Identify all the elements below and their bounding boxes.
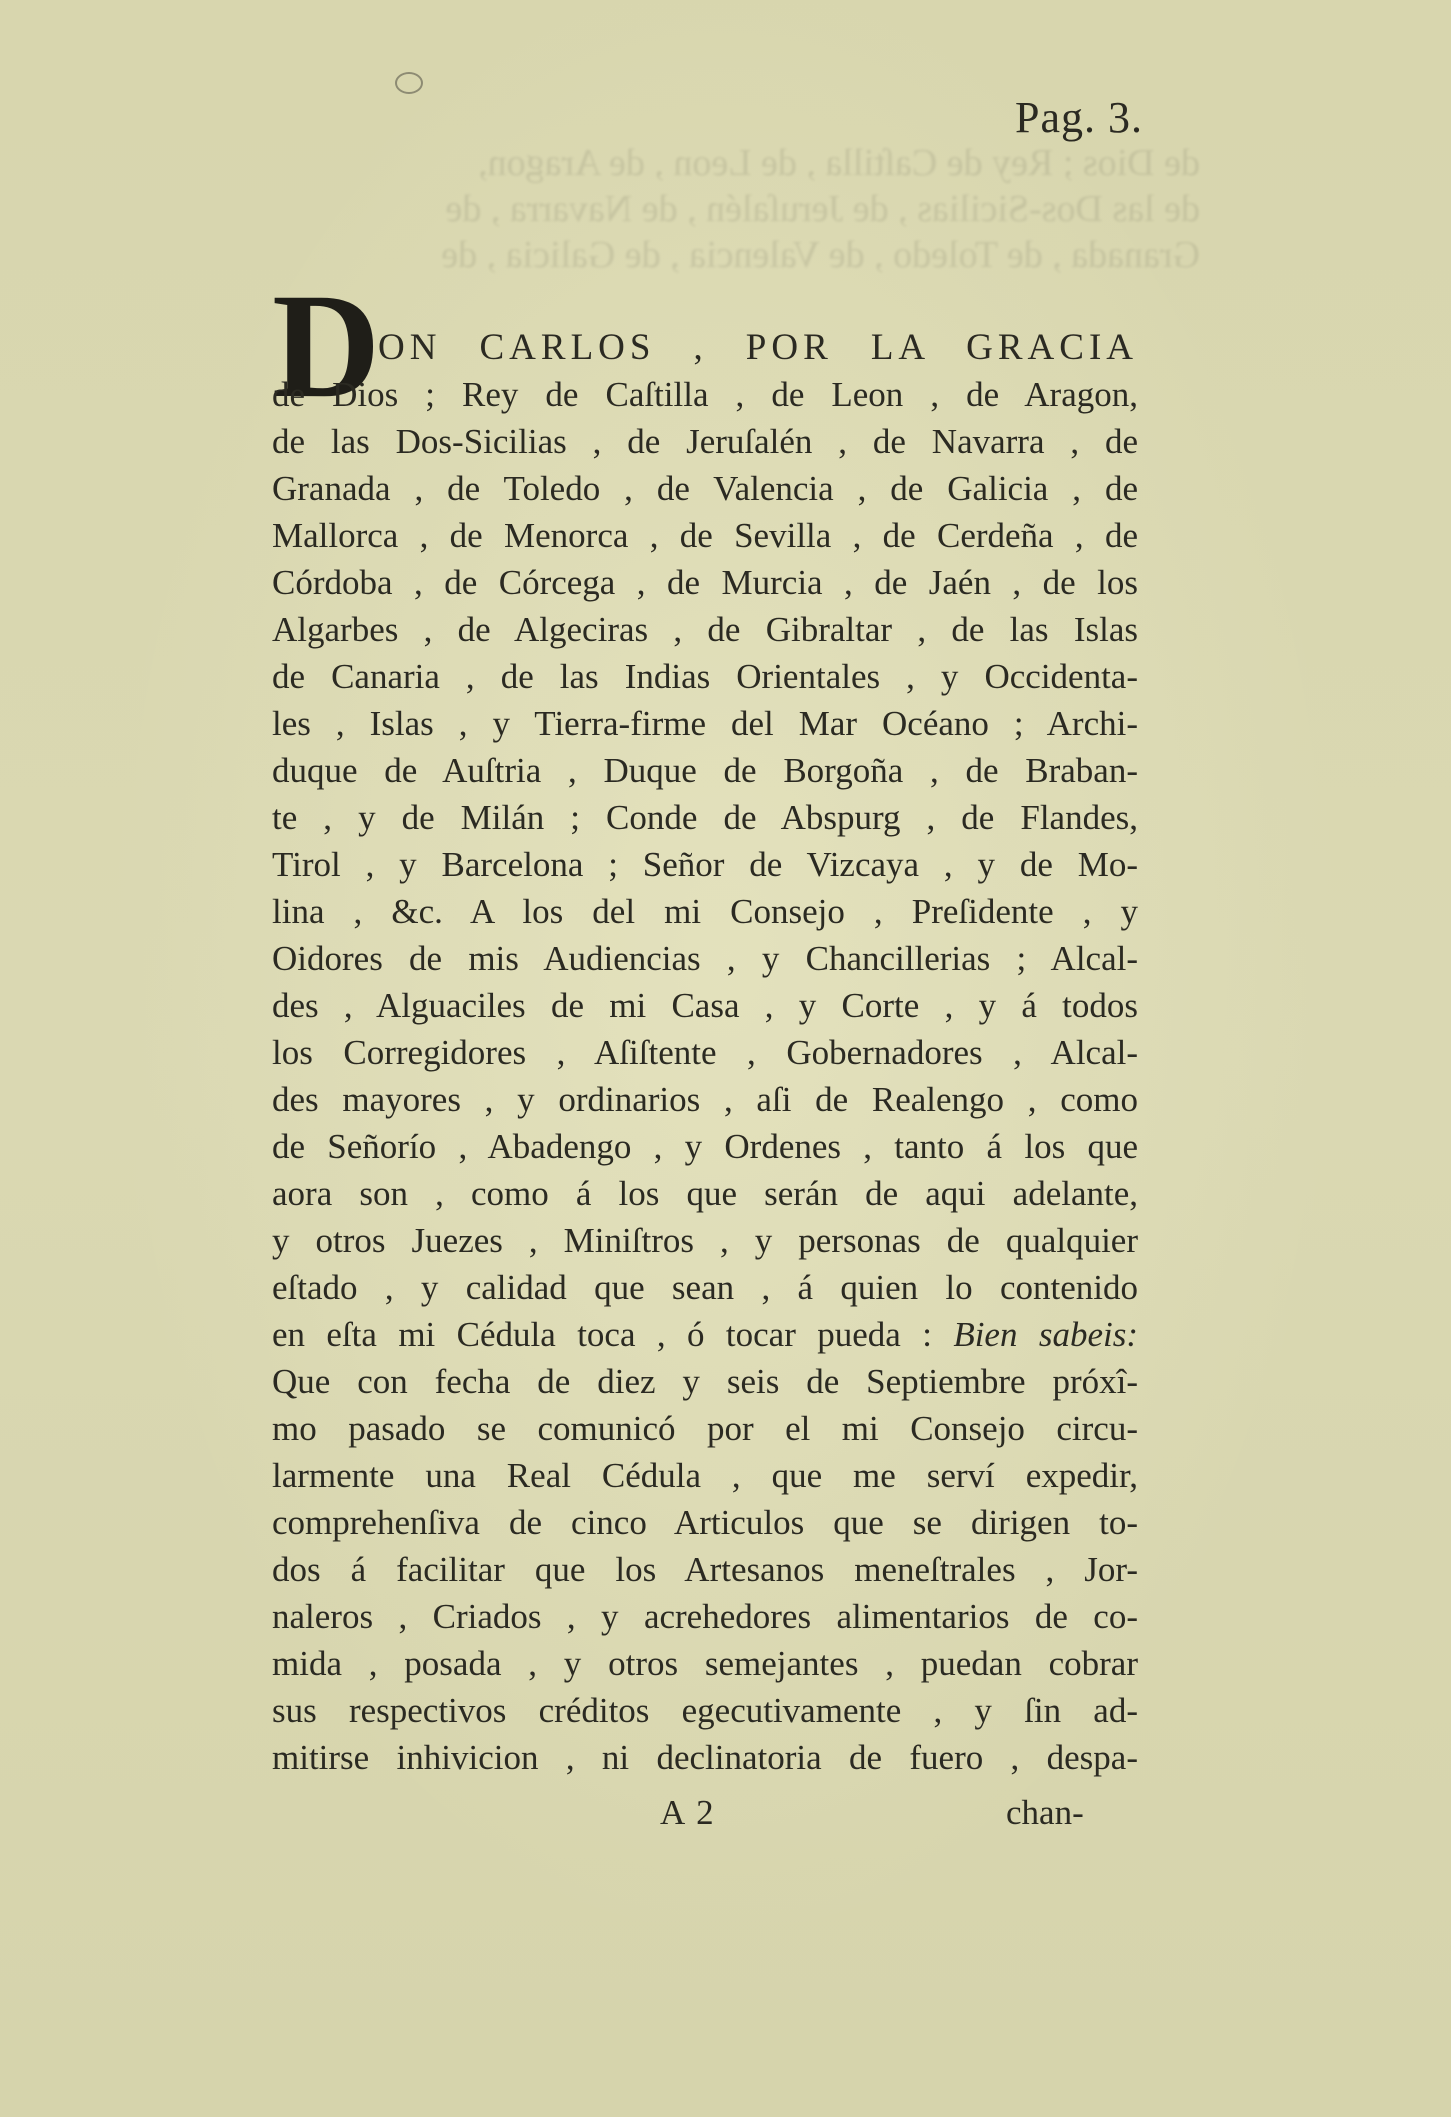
text-line: de las Dos-Sicilias , de Jeruſalén , de Navarra , de bbox=[272, 422, 1138, 461]
text-line: de Señorío , Abadengo , y Ordenes , tanto á los que bbox=[272, 1127, 1138, 1166]
text-line: comprehenſiva de cinco Articulos que se dirigen to- bbox=[272, 1503, 1138, 1542]
text-line: y otros Juezes , Miniſtros , y personas de qualquier bbox=[272, 1221, 1138, 1260]
text-line: des , Alguaciles de mi Casa , y Corte , y á todos bbox=[272, 986, 1138, 1025]
text-line: mitirse inhivicion , ni declinatoria de fuero , despa- bbox=[272, 1738, 1138, 1777]
text-line: lina , &c. A los del mi Consejo , Preſidente , y bbox=[272, 892, 1138, 931]
italic-phrase: Bien sabeis: bbox=[953, 1315, 1138, 1354]
text-line: dos á facilitar que los Artesanos meneſtrales , Jor- bbox=[272, 1550, 1138, 1589]
text-line: Algarbes , de Algeciras , de Gibraltar , de las Islas bbox=[272, 610, 1138, 649]
text-line: aora son , como á los que serán de aqui adelante, bbox=[272, 1174, 1138, 1213]
paper-blemish bbox=[395, 72, 423, 94]
text-line: de Canaria , de las Indias Orientales , y Occidenta- bbox=[272, 657, 1138, 696]
text-line bbox=[272, 1312, 1138, 1358]
text-line: de Dios ; Rey de Caſtilla , de Leon , de Aragon, bbox=[272, 375, 1138, 414]
text-line: des mayores , y ordinarios , aſi de Realengo , como bbox=[272, 1080, 1138, 1119]
text-line: sus respectivos créditos egecutivamente , y ſin ad- bbox=[272, 1691, 1138, 1730]
text-line: Granada , de Toledo , de Valencia , de Galicia , de bbox=[272, 469, 1138, 508]
text-line: mo pasado se comunicó por el mi Consejo circu- bbox=[272, 1409, 1138, 1448]
text-line: te , y de Milán ; Conde de Abspurg , de Flandes, bbox=[272, 798, 1138, 837]
text-line: Córdoba , de Córcega , de Murcia , de Jaén , de los bbox=[272, 563, 1138, 602]
signature-mark: A 2 bbox=[660, 1793, 716, 1832]
page-number: Pag. 3. bbox=[1015, 93, 1143, 142]
text-line: los Corregidores , Aſiſtente , Gobernadores , Alcal- bbox=[272, 1033, 1138, 1072]
text-line: les , Islas , y Tierra-firme del Mar Océano ; Archi- bbox=[272, 704, 1138, 743]
text-line: mida , posada , y otros semejantes , puedan cobrar bbox=[272, 1644, 1138, 1683]
text-line: larmente una Real Cédula , que me serví expedir, bbox=[272, 1456, 1138, 1495]
text-line-lead: en eſta mi Cédula toca , ó tocar pueda : bbox=[272, 1315, 932, 1354]
text-line: Tirol , y Barcelona ; Señor de Vizcaya , y de Mo- bbox=[272, 845, 1138, 884]
drop-cap: D bbox=[272, 263, 381, 429]
text-line: eſtado , y calidad que sean , á quien lo contenido bbox=[272, 1268, 1138, 1307]
text-line: naleros , Criados , y acrehedores alimentarios de co- bbox=[272, 1597, 1138, 1636]
text-line: ON CARLOS , POR LA GRACIA bbox=[378, 327, 1138, 368]
catchword: chan- bbox=[1006, 1793, 1084, 1832]
text-line: Oidores de mis Audiencias , y Chancillerias ; Alcal- bbox=[272, 939, 1138, 978]
text-line: duque de Auſtria , Duque de Borgoña , de Braban- bbox=[272, 751, 1138, 790]
text-line: Mallorca , de Menorca , de Sevilla , de Cerdeña , de bbox=[272, 516, 1138, 555]
text-line: Que con fecha de diez y seis de Septiembre próxî- bbox=[272, 1362, 1138, 1401]
show-through-bleed: de Dios ; Rey de Caſtilla , de Leon , de Aragon, de las Dos-Sicilias , de Jeruſalén , de Navarra , de Granada , de Toledo , de Valencia , de Galicia , de bbox=[441, 142, 1200, 276]
